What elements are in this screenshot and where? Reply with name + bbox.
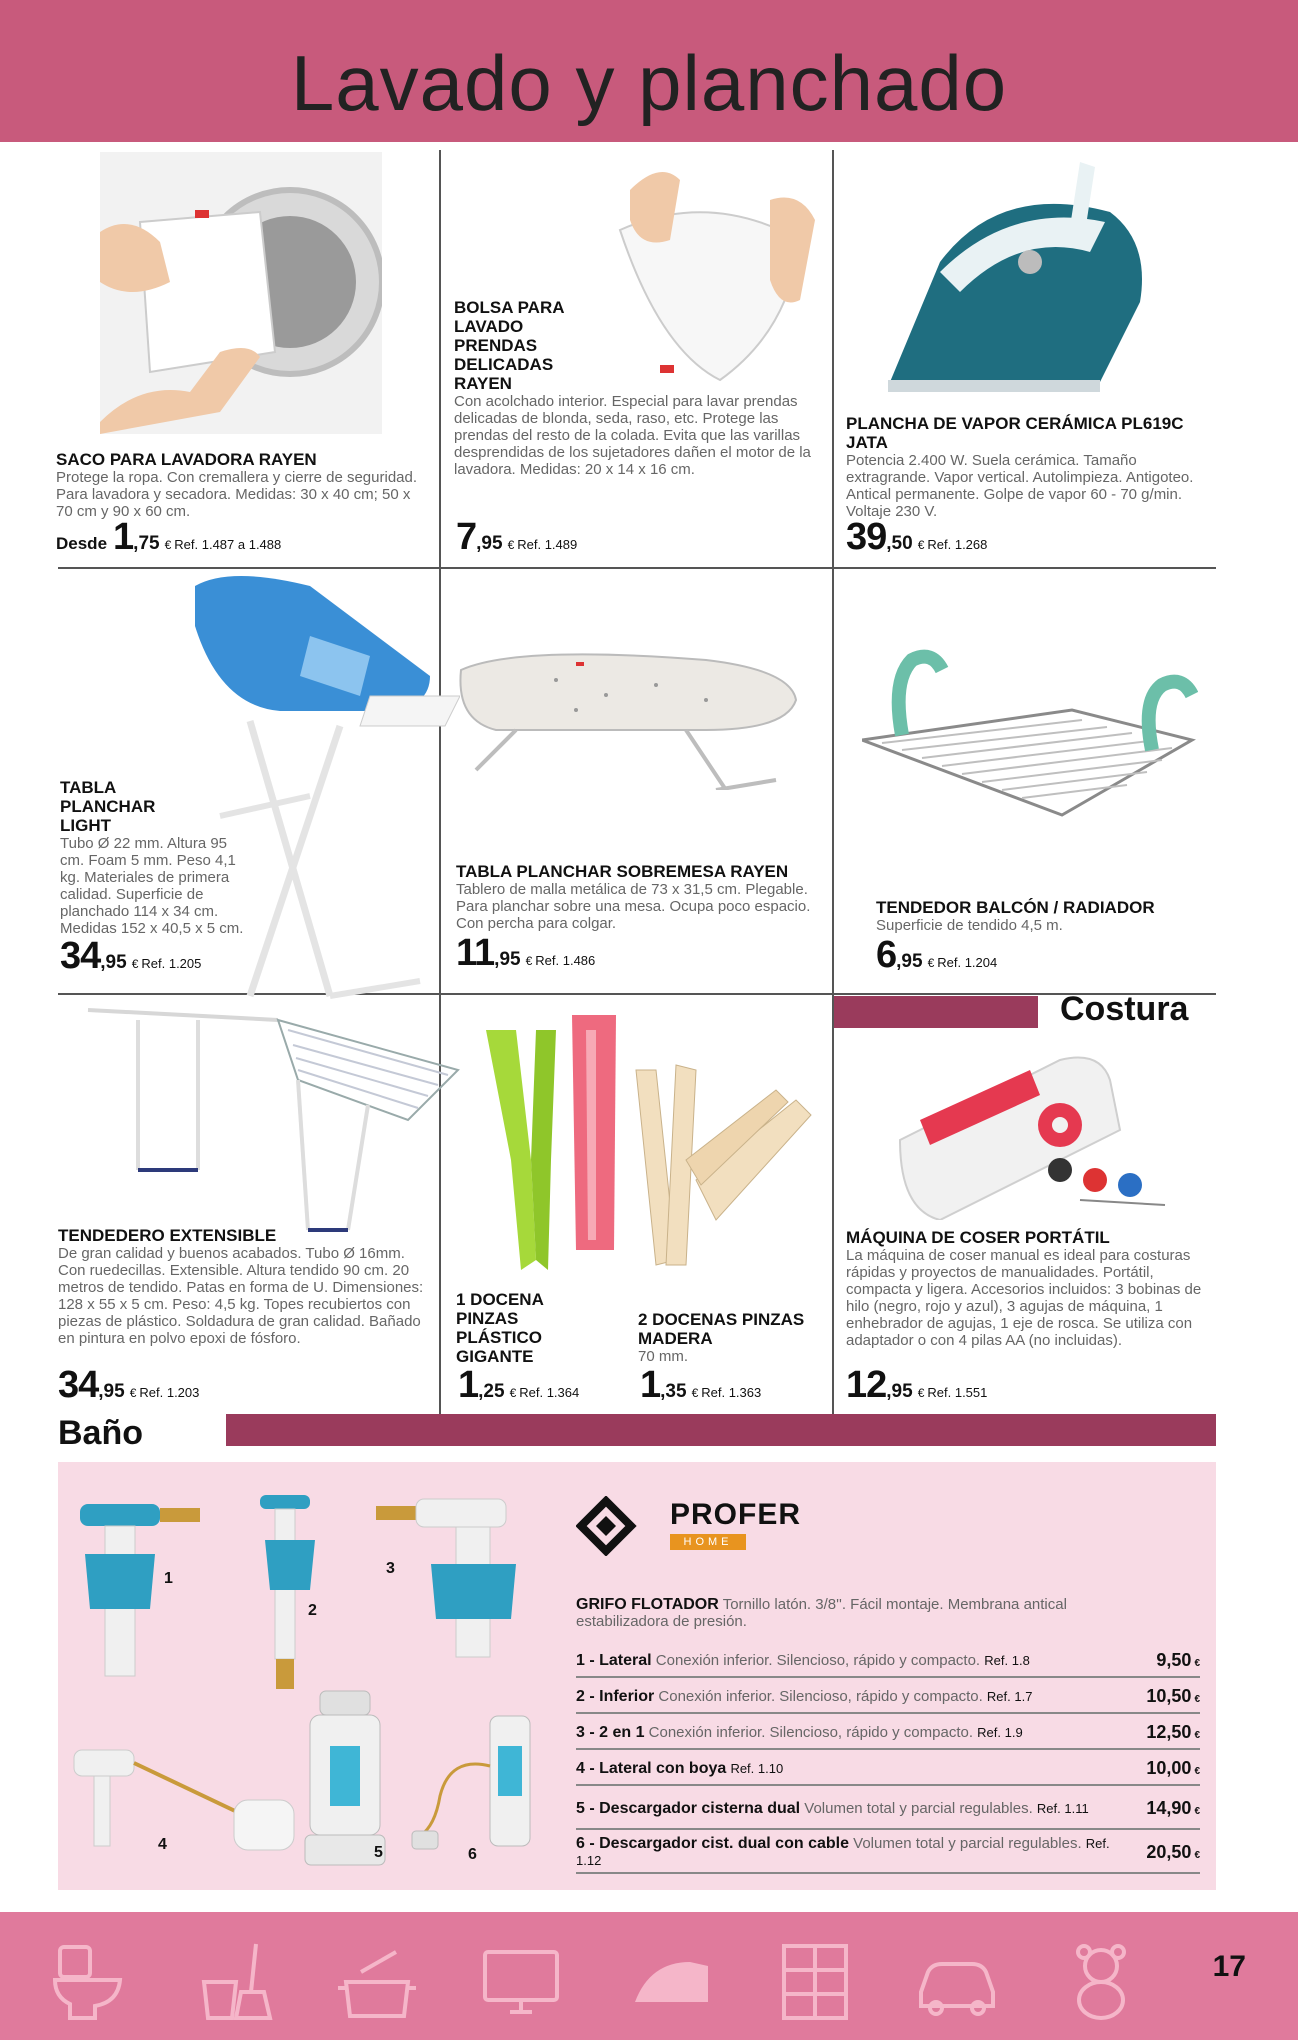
row-ref: Ref. 1.9: [977, 1724, 1023, 1740]
row-price: 10,50: [1146, 1685, 1192, 1706]
clothespins-image: [476, 1010, 820, 1282]
row-desc: Volumen total y parcial regulables.: [804, 1799, 1033, 1817]
price-maquina: [846, 1364, 987, 1407]
page-footer: [0, 1912, 1298, 2040]
product-description: La máquina de coser manual es ideal para costuras rápidas y proyectos de manualidades. Portátil, compacta y ligera. Accesorios incluidos: 3 bobinas de hilo (negro, rojo y azul), 3 agujas de máquina, 1 enhebrador de agujas, 1 eje de rosca. Se utiliza con adaptador o con 4 pilas AA (no incluidas).: [846, 1247, 1202, 1349]
shelving-icon: [774, 1942, 856, 2020]
row-currency: €: [1194, 1849, 1200, 1861]
price-currency: €: [917, 1386, 925, 1400]
cleaning-icon: [196, 1942, 278, 2020]
product-tendedero: [58, 1226, 430, 1347]
row-desc: Conexión inferior. Silencioso, rápido y compacto.: [648, 1723, 973, 1741]
steam-iron-image: [880, 152, 1180, 402]
row-name: 2 - Inferior: [576, 1687, 655, 1705]
row-currency: €: [1194, 1693, 1200, 1705]
image-number: 3: [386, 1560, 395, 1577]
tv-icon: [480, 1942, 562, 2020]
product-description: Con acolchado interior. Especial para lavar prendas delicadas de blonda, seda, raso, etc. Protege las prendas del resto de la colada. Evita que las varillas desprendidas de los sujetadores dañen el motor de la lavadora. Medidas: 20 x 14 x 16 cm.: [454, 393, 811, 478]
price-decimal: ,95: [476, 533, 503, 554]
price-ref: Ref. 1.487 a 1.488: [174, 537, 282, 552]
product-title: TABLA PLANCHAR LIGHT: [60, 778, 156, 835]
price-integer: 6: [876, 934, 897, 976]
price-integer: 11: [456, 932, 495, 974]
row-name: 1 - Lateral: [576, 1651, 652, 1669]
row-name: 3 - 2 en 1: [576, 1723, 645, 1741]
price-currency: €: [525, 954, 533, 968]
price-integer: 7: [456, 516, 477, 558]
price-currency: €: [131, 957, 139, 971]
bano-intro: [576, 1596, 1136, 1630]
price-decimal: ,25: [478, 1381, 505, 1402]
page-title: Lavado y planchado: [290, 39, 1008, 127]
float-valve-2-image: [240, 1490, 330, 1710]
price-ref: Ref. 1.551: [927, 1385, 988, 1400]
image-number: 2: [308, 1602, 317, 1619]
product-title: MÁQUINA DE COSER PORTÁTIL: [846, 1228, 1110, 1247]
row-currency: €: [1194, 1765, 1200, 1777]
sewing-machine-image: [880, 1040, 1170, 1220]
price-integer: 1: [458, 1364, 479, 1406]
price-ref: Ref. 1.204: [937, 955, 998, 970]
grid-divider: [439, 150, 441, 568]
row-name: 6 - Descargador cist. dual con cable: [576, 1835, 849, 1852]
product-title: 1 DOCENA PINZAS PLÁSTICO GIGANTE: [456, 1290, 544, 1366]
price-integer: 1: [113, 516, 134, 558]
price-bolsa: [456, 516, 577, 559]
product-title: TENDEDOR BALCÓN / RADIADOR: [876, 898, 1155, 917]
product-tabla-light: [60, 778, 260, 937]
product-description: 70 mm.: [638, 1348, 689, 1365]
price-ref: Ref. 1.489: [517, 537, 578, 552]
price-decimal: ,95: [896, 951, 923, 972]
car-icon: [916, 1942, 998, 2020]
price-currency: €: [164, 538, 172, 552]
row-price: 12,50: [1146, 1721, 1192, 1742]
product-pinzas-plastico: [456, 1290, 586, 1366]
balcony-dryer-image: [862, 640, 1198, 820]
product-bolsa: [454, 298, 824, 478]
bano-row: [576, 1680, 1200, 1714]
image-number: 6: [468, 1846, 477, 1863]
price-pinzas-madera: [640, 1364, 761, 1407]
row-ref: Ref. 1.11: [1036, 1800, 1089, 1816]
price-pinzas-plastico: [458, 1364, 579, 1407]
row-price: 14,90: [1146, 1797, 1192, 1818]
product-title: TABLA PLANCHAR SOBREMESA RAYEN: [456, 862, 789, 881]
price-decimal: ,95: [494, 949, 521, 970]
float-valve-3-image: [376, 1494, 526, 1694]
row-desc: Conexión inferior. Silencioso, rápido y compacto.: [655, 1651, 981, 1669]
row-name: 5 - Descargador cisterna dual: [576, 1799, 801, 1817]
price-integer: 34: [58, 1364, 99, 1406]
row-ref: Ref. 1.8: [984, 1652, 1030, 1668]
product-description: Tubo Ø 22 mm. Altura 95 cm. Foam 5 mm. Peso 4,1 kg. Materiales de primera calidad. Superficie de planchado 114 x 34 cm. Medidas 152 x 40,5 x 5 cm.: [60, 835, 244, 937]
brand-name: PROFER: [670, 1498, 802, 1531]
profer-logo-icon: [576, 1496, 666, 1556]
costura-section-title: Costura: [1060, 990, 1189, 1028]
bano-row: [576, 1788, 1200, 1830]
row-price: 20,50: [1146, 1841, 1192, 1862]
row-price: 10,00: [1146, 1757, 1192, 1778]
price-decimal: ,95: [886, 1381, 913, 1402]
bano-row: [576, 1832, 1200, 1874]
price-integer: 1: [640, 1364, 661, 1406]
cooking-pot-icon: [336, 1942, 418, 2020]
price-decimal: ,95: [98, 1381, 125, 1402]
product-title: 2 DOCENAS PINZAS MADERA: [638, 1310, 805, 1348]
product-description: Potencia 2.400 W. Suela cerámica. Tamaño extragrande. Vapor vertical. Autolimpieza. Antigoteo. Antical permanente. Golpe de vapor 60 - 70 g/min. Voltaje 230 V.: [846, 452, 1194, 520]
price-decimal: ,75: [133, 533, 160, 554]
grid-divider: [832, 150, 834, 568]
float-valve-4-image: [64, 1730, 304, 1870]
price-currency: €: [507, 538, 515, 552]
price-ref: Ref. 1.203: [139, 1385, 200, 1400]
extendable-dryer-image: [78, 1000, 460, 1240]
bano-row: [576, 1644, 1200, 1678]
price-currency: €: [509, 1386, 517, 1400]
price-integer: 12: [846, 1364, 887, 1406]
price-decimal: ,35: [660, 1381, 687, 1402]
row-ref: Ref. 1.10: [730, 1760, 784, 1776]
image-number: 1: [164, 1570, 173, 1587]
bano-section-bar: [226, 1414, 1216, 1446]
price-integer: 39: [846, 516, 887, 558]
price-decimal: ,50: [886, 533, 913, 554]
tabletop-ironing-board-image: [456, 640, 800, 790]
price-currency: €: [129, 1386, 137, 1400]
price-currency: €: [917, 538, 925, 552]
bano-intro-title: GRIFO FLOTADOR: [576, 1596, 719, 1613]
price-tabla-light: [60, 935, 201, 978]
float-valve-1-image: [70, 1494, 210, 1694]
price-currency: €: [927, 956, 935, 970]
row-desc: Volumen total y parcial regulables.: [853, 1835, 1082, 1852]
product-maquina: [846, 1228, 1216, 1349]
row-currency: €: [1194, 1729, 1200, 1741]
bano-section-title: Baño: [58, 1414, 143, 1452]
row-currency: €: [1194, 1805, 1200, 1817]
row-currency: €: [1194, 1657, 1200, 1669]
laundry-bag-image: [100, 152, 382, 434]
dual-flush-valve-cable-6-image: [410, 1706, 540, 1866]
product-title: SACO PARA LAVADORA RAYEN: [56, 450, 317, 469]
product-title: TENDEDERO EXTENSIBLE: [58, 1226, 277, 1245]
row-ref: Ref. 1.12: [576, 1836, 1110, 1868]
product-sobremesa: [456, 862, 826, 932]
image-number: 4: [158, 1836, 167, 1853]
product-title: PLANCHA DE VAPOR CERÁMICA PL619C JATA: [846, 414, 1184, 452]
price-currency: €: [691, 1386, 699, 1400]
grid-divider: [832, 994, 834, 1414]
price-tendedor: [876, 934, 997, 977]
row-ref: Ref. 1.7: [986, 1688, 1033, 1704]
price-prefix: Desde: [56, 534, 108, 553]
product-pinzas-madera: [638, 1310, 828, 1365]
page-number: 17: [1212, 1950, 1246, 1983]
product-description: Superficie de tendido 4,5 m.: [876, 917, 1063, 934]
bano-intro-desc: Tornillo latón. 3/8''. Fácil montaje. Membrana antical estabilizadora de presión.: [576, 1596, 1067, 1630]
toilet-icon: [50, 1942, 132, 2020]
product-saco: [56, 450, 426, 520]
brand-subname: HOME: [670, 1534, 746, 1550]
price-integer: 34: [60, 935, 101, 977]
row-price: 9,50: [1156, 1649, 1192, 1670]
product-description: Protege la ropa. Con cremallera y cierre de seguridad. Para lavadora y secadora. Medidas: 30 x 40 cm; 50 x 70 cm y 90 x 60 cm.: [56, 469, 418, 520]
teddy-bear-icon: [1060, 1942, 1142, 2020]
bano-row: [576, 1716, 1200, 1750]
price-ref: Ref. 1.363: [701, 1385, 762, 1400]
product-tendedor: [876, 898, 1216, 934]
product-title: BOLSA PARA LAVADO PRENDAS DELICADAS RAYEN: [454, 298, 564, 393]
product-description: De gran calidad y buenos acabados. Tubo Ø 16mm. Con ruedecillas. Extensible. Altura tendido 90 cm. 20 metros de tendido. Patas en forma de U. Dimensiones: 128 x 55 x 5 cm. Peso: 4,5 kg. Topes recubiertos con piezas de plástico. Soldadura de gran calidad. Bañado en pintura en polvo epoxi de fósforo.: [58, 1245, 424, 1347]
profer-logo: [576, 1496, 802, 1560]
bano-row: [576, 1752, 1200, 1786]
price-tendedero: [58, 1364, 199, 1407]
price-ref: Ref. 1.364: [519, 1385, 580, 1400]
grid-divider: [832, 568, 834, 993]
image-number: 5: [374, 1844, 383, 1861]
price-saco: [56, 516, 281, 559]
costura-section-bar: [834, 996, 1038, 1028]
product-description: Tablero de malla metálica de 73 x 31,5 cm. Plegable. Para planchar sobre una mesa. Ocupa poco espacio. Con percha para colgar.: [456, 881, 811, 932]
price-ref: Ref. 1.205: [141, 956, 202, 971]
row-name: 4 - Lateral con boya: [576, 1759, 727, 1777]
price-ref: Ref. 1.268: [927, 537, 988, 552]
price-plancha: [846, 516, 987, 559]
price-decimal: ,95: [100, 952, 127, 973]
price-sobremesa: [456, 932, 595, 975]
iron-icon: [630, 1942, 712, 2020]
price-ref: Ref. 1.486: [535, 953, 596, 968]
row-desc: Conexión inferior. Silencioso, rápido y compacto.: [658, 1687, 983, 1705]
product-plancha: [846, 414, 1216, 520]
page-header: [0, 0, 1298, 142]
